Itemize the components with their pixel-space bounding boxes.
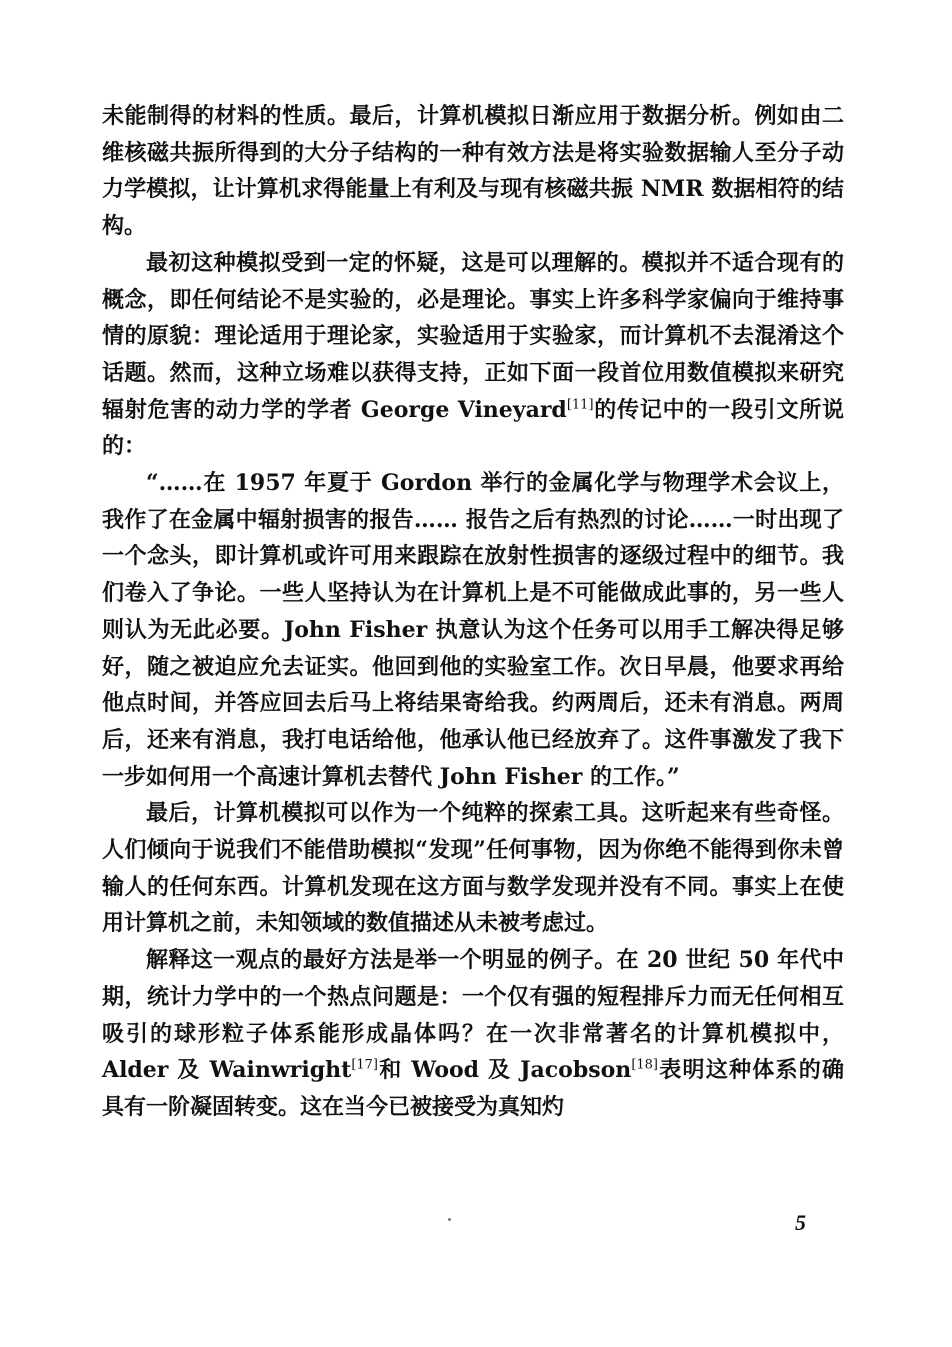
paragraph-5-text-a: 解释这一观点的最好方法是举一个明显的例子。在 20 世纪 50 年代中期，统计力学中的一个热点问题是：一个仅有强的短程排斥力而无任何相互吸引的球形粒子体系能形成晶体吗？在一次非常著名的计算机模拟中，Alder 及 Wainwright bbox=[102, 947, 844, 1084]
paragraph-5 bbox=[102, 942, 844, 1126]
paragraph-5-text-b: 和 Wood 及 Jacobson bbox=[378, 1057, 632, 1084]
paragraph-2-tail: 的传记中的一段引文所说的： bbox=[102, 396, 844, 460]
quote-paragraph: “……在 1957 年夏于 Gordon 举行的金属化学与物理学术会议上，我作了在金属中辐射损害的报告…… 报告之后有热烈的讨论……一时出现了一个念头，即计算机或许可用来跟踪在放射性损害的逐级过程中的细节。我们卷入了争论。一些人坚持认为在计算机上是不可能做成此事的，另一些人则认为无此必要。John Fisher 执意认为这个任务可以用手工解决得足够好，随之被迫应允去证实。他回到他的实验室工作。次日早晨，他要求再给他点时间，并答应回去后马上将结果寄给我。约两周后，还未有消息。两周后，还来有消息，我打电话给他，他承认他已经放弃了。这件事激发了我下一步如何用一个高速计算机去替代 John Fisher 的工作。” bbox=[102, 470, 844, 790]
scan-speck bbox=[448, 1218, 451, 1221]
citation-18: [18] bbox=[631, 1057, 658, 1073]
page-number: 5 bbox=[795, 1210, 806, 1235]
paragraph-4: 最后，计算机模拟可以作为一个纯粹的探索工具。这听起来有些奇怪。人们倾向于说我们不能借助模拟“发现”任何事物，因为你绝不能得到你未曾输人的任何东西。计算机发现在这方面与数学发现并没有不同。事实上在使用计算机之前，未知领域的数值描述从未被考虑过。 bbox=[102, 800, 844, 937]
body-text bbox=[102, 98, 844, 1126]
paragraph-2-text: 最初这种模拟受到一定的怀疑，这是可以理解的。模拟并不适合现有的概念，即任何结论不是实验的，必是理论。事实上许多科学家偏向于维持事情的原貌：理论适用于理论家，实验适用于实验家，而计算机不去混淆这个话题。然而，这种立场难以获得支持，正如下面一段首位用数值模拟来研究辐射危害的动力学的学者 George Vineyard bbox=[102, 249, 844, 423]
citation-17: [17] bbox=[351, 1057, 378, 1073]
paragraph-1: 未能制得的材料的性质。最后，计算机模拟日渐应用于数据分析。例如由二维核磁共振所得到的大分子结构的一种有效方法是将实验数据输人至分子动力学模拟，让计算机求得能量上有利及与现有核磁共振 NMR 数据相符的结构。 bbox=[102, 103, 844, 240]
paragraph-2 bbox=[102, 245, 844, 465]
paragraph-5-text-c: 表明这种体系的确具有一阶凝固转变。这在当今已被接受为真知灼 bbox=[102, 1057, 845, 1120]
citation-11: [11] bbox=[566, 397, 594, 413]
